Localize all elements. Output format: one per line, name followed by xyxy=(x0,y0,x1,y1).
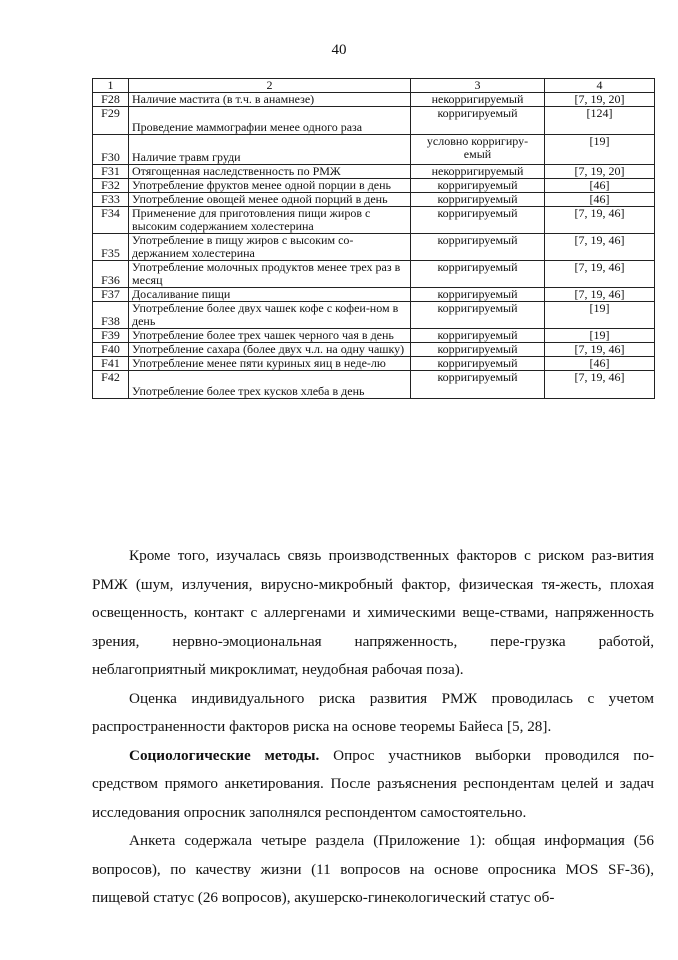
paragraph-text: Опрос участников выборки проводился по-средством прямого анкетирования. После разъяснения респондентам целей и задач исследования опросник заполнялся респондентом самостоятельно. xyxy=(92,746,654,821)
factor-description: Употребление фруктов менее одной порции в день xyxy=(129,179,411,193)
table-header-row xyxy=(93,79,655,93)
factor-type: корригируемый xyxy=(411,207,545,234)
table-row xyxy=(93,357,655,371)
table-row xyxy=(93,179,655,193)
factor-type: корригируемый xyxy=(411,357,545,371)
factor-references: [46] xyxy=(545,193,655,207)
factor-type: корригируемый xyxy=(411,302,545,329)
factor-type: корригируемый xyxy=(411,329,545,343)
factor-description: Употребление более трех чашек черного чая в день xyxy=(129,329,411,343)
table-row xyxy=(93,193,655,207)
factor-description: Наличие травм груди xyxy=(129,135,411,165)
factor-description: Наличие мастита (в т.ч. в анамнезе) xyxy=(129,93,411,107)
factor-references: [19] xyxy=(545,329,655,343)
factor-type: корригируемый xyxy=(411,179,545,193)
column-header: 4 xyxy=(545,79,655,93)
table-row xyxy=(93,371,655,399)
factor-description: Употребление более двух чашек кофе с кофеи-ном в день xyxy=(129,302,411,329)
table-row xyxy=(93,165,655,179)
table-row xyxy=(93,135,655,165)
column-header: 1 xyxy=(93,79,129,93)
page-number: 40 xyxy=(331,42,347,58)
factor-references: [46] xyxy=(545,179,655,193)
factor-code: F28 xyxy=(93,93,129,107)
factor-references: [7, 19, 20] xyxy=(545,93,655,107)
table-row xyxy=(93,93,655,107)
factor-description: Проведение маммографии менее одного раза xyxy=(129,107,411,135)
factor-code: F36 xyxy=(93,261,129,288)
factor-type: корригируемый xyxy=(411,343,545,357)
factor-description: Употребление менее пяти куриных яиц в неде-лю xyxy=(129,357,411,371)
table-row xyxy=(93,343,655,357)
paragraph: Кроме того, изучалась связь производственных факторов с риском раз-вития РМЖ (шум, излучения, вирусно-микробный фактор, физическая тя-жесть, плохая освещенность, контакт с аллергенами и химическими веще-ствами, напряженность зрения, нервно-эмоциональная напряженность, пере-грузка работой, неблагоприятный микроклимат, неудобная рабочая поза). xyxy=(92,547,654,678)
factor-code: F33 xyxy=(93,193,129,207)
factor-code: F30 xyxy=(93,135,129,165)
table-row xyxy=(93,261,655,288)
table-row xyxy=(93,288,655,302)
factor-code: F40 xyxy=(93,343,129,357)
factor-code: F38 xyxy=(93,302,129,329)
factor-description: Досаливание пищи xyxy=(129,288,411,302)
factor-references: [19] xyxy=(545,135,655,165)
factor-description: Употребление более трех кусков хлеба в день xyxy=(129,371,411,399)
factor-type: корригируемый xyxy=(411,288,545,302)
factor-references: [46] xyxy=(545,357,655,371)
factor-code: F37 xyxy=(93,288,129,302)
factor-references: [7, 19, 46] xyxy=(545,207,655,234)
factor-code: F42 xyxy=(93,371,129,399)
column-header: 3 xyxy=(411,79,545,93)
paragraph: Оценка индивидуального риска развития РМЖ проводилась с учетом распространенности факторов риска на основе теоремы Байеса [5, 28]. xyxy=(92,689,654,735)
table-row xyxy=(93,329,655,343)
table-row xyxy=(93,207,655,234)
factor-type: корригируемый xyxy=(411,107,545,135)
factor-description: Отягощенная наследственность по РМЖ xyxy=(129,165,411,179)
factor-description: Употребление овощей менее одной порций в день xyxy=(129,193,411,207)
factor-references: [7, 19, 46] xyxy=(545,371,655,399)
factor-type: корригируемый xyxy=(411,261,545,288)
factor-code: F31 xyxy=(93,165,129,179)
section-heading: Социологические методы. xyxy=(129,746,320,764)
factor-code: F32 xyxy=(93,179,129,193)
paragraph: Анкета содержала четыре раздела (Приложение 1): общая информация (56 вопросов), по качеству жизни (11 вопросов на основе опросника MOS SF-36), пищевой статус (26 вопросов), акушерско-гинекологический статус об- xyxy=(92,832,654,906)
factor-type: условно корригиру-емый xyxy=(411,135,545,165)
factor-references: [7, 19, 20] xyxy=(545,165,655,179)
table-row xyxy=(93,302,655,329)
factor-description: Употребление сахара (более двух ч.л. на одну чашку) xyxy=(129,343,411,357)
factor-references: [7, 19, 46] xyxy=(545,288,655,302)
factor-references: [7, 19, 46] xyxy=(545,261,655,288)
column-header: 2 xyxy=(129,79,411,93)
paragraph xyxy=(92,742,654,828)
factor-description: Применение для приготовления пищи жиров с высоким содержанием холестерина xyxy=(129,207,411,234)
table-row xyxy=(93,107,655,135)
factor-type: корригируемый xyxy=(411,371,545,399)
factor-references: [19] xyxy=(545,302,655,329)
body-text xyxy=(92,542,654,913)
factor-references: [124] xyxy=(545,107,655,135)
factor-type: корригируемый xyxy=(411,234,545,261)
factor-references: [7, 19, 46] xyxy=(545,343,655,357)
factor-code: F34 xyxy=(93,207,129,234)
table-row xyxy=(93,234,655,261)
factor-code: F41 xyxy=(93,357,129,371)
risk-factors-table xyxy=(92,78,655,399)
factor-type: корригируемый xyxy=(411,193,545,207)
factor-code: F29 xyxy=(93,107,129,135)
factor-code: F39 xyxy=(93,329,129,343)
factor-description: Употребление в пищу жиров с высоким со-держанием холестерина xyxy=(129,234,411,261)
factor-type: некорригируемый xyxy=(411,165,545,179)
factor-code: F35 xyxy=(93,234,129,261)
factor-type: некорригируемый xyxy=(411,93,545,107)
factor-references: [7, 19, 46] xyxy=(545,234,655,261)
factor-description: Употребление молочных продуктов менее трех раз в месяц xyxy=(129,261,411,288)
